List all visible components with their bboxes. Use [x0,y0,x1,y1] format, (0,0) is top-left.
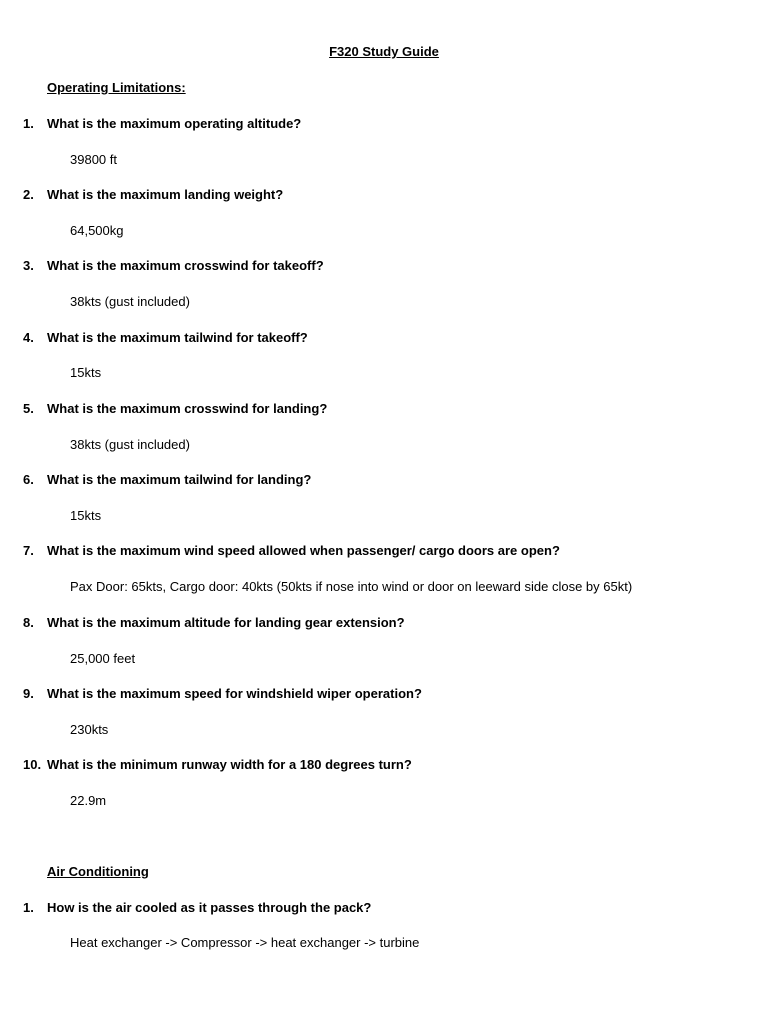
answer-text: 38kts (gust included) [70,437,190,452]
question-text: What is the maximum tailwind for landing? [47,472,312,487]
question-text: What is the maximum crosswind for landing? [47,401,328,416]
question-text: What is the maximum wind speed allowed when passenger/ cargo doors are open? [47,543,560,558]
question-number: 8. [23,615,34,630]
question-number: 1. [23,116,34,131]
answer-text: 64,500kg [70,223,124,238]
question-number: 6. [23,472,34,487]
answer-text: 15kts [70,508,102,523]
answer-text: 25,000 feet [70,651,136,666]
question-text: What is the minimum runway width for a 180 degrees turn? [47,757,412,772]
question-text: What is the maximum operating altitude? [47,116,302,131]
answer-text: 39800 ft [70,152,117,167]
question-text: What is the maximum tailwind for takeoff? [47,330,308,345]
answer-text: 22.9m [70,793,107,808]
question-number: 5. [23,401,34,416]
page-title: F320 Study Guide [329,44,439,59]
question-number: 7. [23,543,34,558]
question-number: 2. [23,187,34,202]
answer-text: Heat exchanger -> Compressor -> heat exchanger -> turbine [70,935,420,950]
question-number: 1. [23,900,34,915]
answer-text: 38kts (gust included) [70,294,190,309]
answer-text: 15kts [70,365,102,380]
section-heading-operating-limitations: Operating Limitations: [47,80,186,95]
section-heading-air-conditioning: Air Conditioning [47,864,149,879]
question-text: What is the maximum speed for windshield wiper operation? [47,686,422,701]
question-number: 10. [23,757,42,772]
answer-text: Pax Door: 65kts, Cargo door: 40kts (50kts if nose into wind or door on leeward side close by 65kt) [70,579,633,594]
question-text: What is the maximum crosswind for takeoff? [47,258,324,273]
question-number: 9. [23,686,34,701]
question-text: How is the air cooled as it passes through the pack? [47,900,372,915]
question-text: What is the maximum landing weight? [47,187,284,202]
question-number: 4. [23,330,34,345]
question-number: 3. [23,258,34,273]
answer-text: 230kts [70,722,109,737]
question-text: What is the maximum altitude for landing gear extension? [47,615,405,630]
